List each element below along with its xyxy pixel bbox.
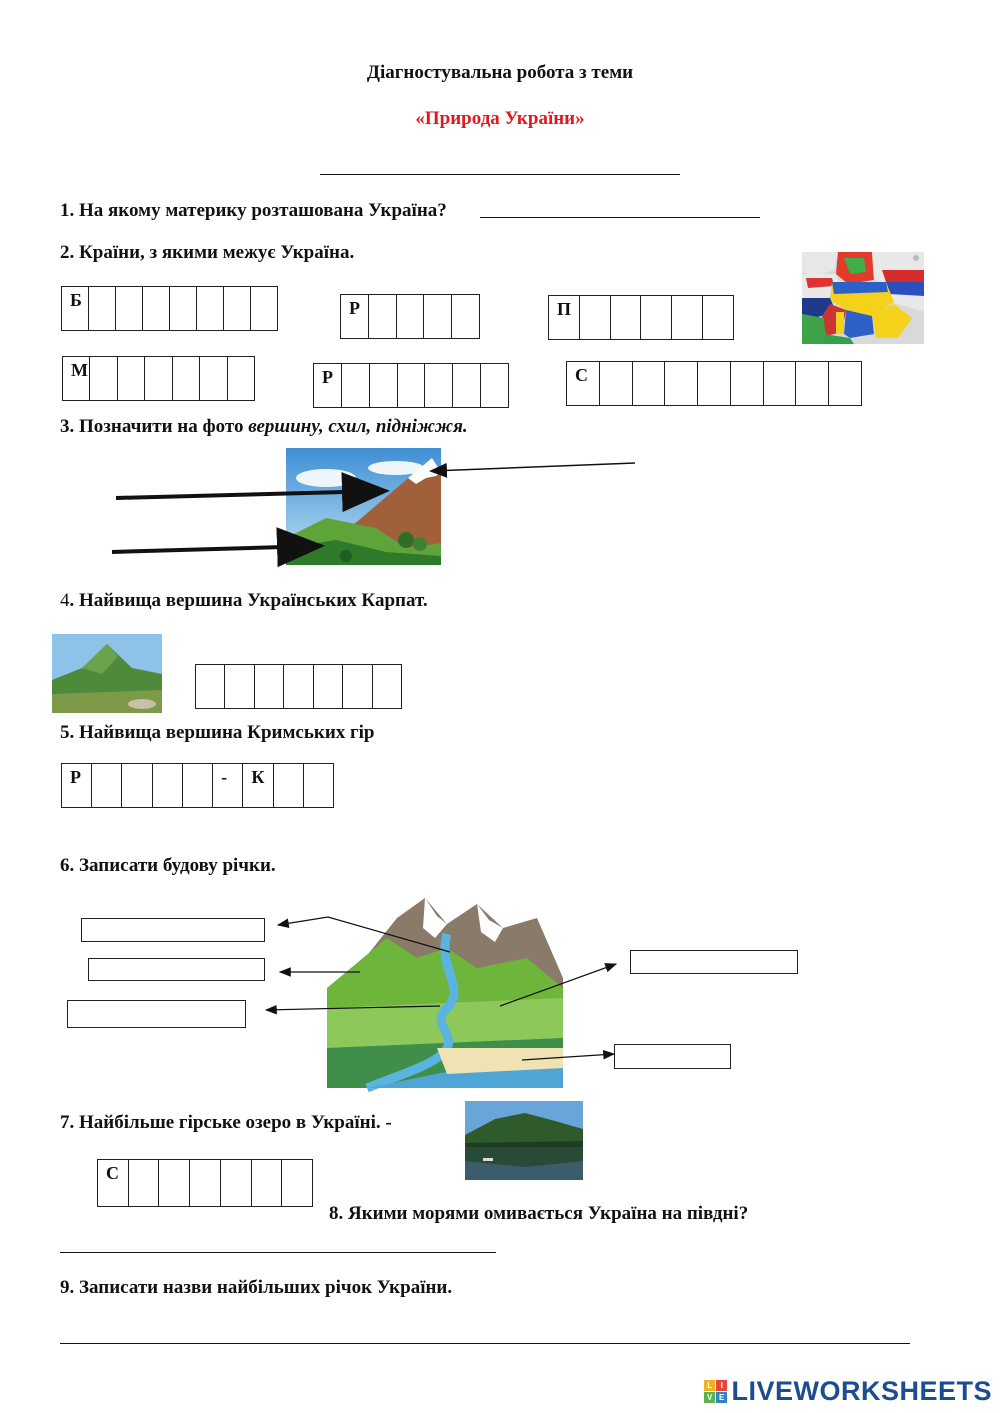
question-9: 9. Записати назви найбільших річок України. xyxy=(60,1277,453,1298)
country-grid-r1[interactable] xyxy=(340,294,480,339)
question-1: 1. На якому материку розташована Україна? xyxy=(60,200,447,221)
crimean-peak-grid[interactable] xyxy=(61,763,334,808)
name-answer-line[interactable] xyxy=(320,174,680,175)
country-grid-s[interactable] xyxy=(566,361,862,406)
country-grid-b[interactable] xyxy=(61,286,278,331)
river-answer-box-3[interactable] xyxy=(67,1000,246,1028)
question-4-text: . Найвища вершина Українських Карпат. xyxy=(69,590,428,611)
question-2: 2. Країни, з якими межує Україна. xyxy=(60,242,355,263)
hoverla-photo xyxy=(52,634,162,713)
question-6: 6. Записати будову річки. xyxy=(60,855,276,876)
carpathian-peak-grid[interactable] xyxy=(195,664,402,709)
liveworksheets-logo-icon: L I V E xyxy=(704,1380,727,1403)
question-8: 8. Якими морями омивається Україна на півдні? xyxy=(329,1203,749,1224)
page-title: Діагностувальна робота з теми xyxy=(366,62,634,83)
q1-answer-line[interactable] xyxy=(480,217,760,218)
question-7: 7. Найбільше гірське озеро в Україні. - xyxy=(60,1112,392,1133)
q9-answer-line[interactable] xyxy=(60,1343,910,1344)
synevyr-lake-photo xyxy=(465,1101,583,1180)
q8-answer-line[interactable] xyxy=(60,1252,496,1253)
river-answer-box-1[interactable] xyxy=(81,918,265,942)
grid-letter: Р xyxy=(322,367,333,387)
ukraine-neighbours-map xyxy=(802,252,924,344)
country-grid-r2[interactable] xyxy=(313,363,509,408)
river-answer-box-2[interactable] xyxy=(88,958,265,981)
liveworksheets-wordmark: LIVEWORKSHEETS xyxy=(731,1376,992,1406)
grid-letter: П xyxy=(557,299,572,319)
question-3-italic: вершину, схил, підніжжя. xyxy=(248,416,468,437)
river-answer-box-4[interactable] xyxy=(630,950,798,974)
grid-letter: Б xyxy=(70,290,82,310)
question-4-number: 4 xyxy=(60,590,70,611)
liveworksheets-brand xyxy=(704,1376,992,1407)
grid-letter: К xyxy=(251,767,265,787)
lake-name-grid[interactable] xyxy=(97,1159,313,1207)
question-5: 5. Найвища вершина Кримських гір xyxy=(60,722,375,743)
mountain-arrows xyxy=(110,455,640,560)
grid-letter: Р xyxy=(349,298,360,318)
grid-letter: Р xyxy=(70,767,81,787)
question-4 xyxy=(60,590,428,612)
question-3 xyxy=(60,416,468,438)
country-grid-m[interactable] xyxy=(62,356,255,401)
country-grid-p[interactable] xyxy=(548,295,734,340)
grid-letter: - xyxy=(221,767,228,787)
grid-letter: М xyxy=(71,360,88,380)
page-subtitle: «Природа України» xyxy=(415,108,585,129)
grid-letter: С xyxy=(106,1163,119,1183)
river-arrows xyxy=(260,900,640,1080)
grid-letter: С xyxy=(575,365,588,385)
question-3-prefix: 3. Позначити на фото xyxy=(60,416,249,437)
